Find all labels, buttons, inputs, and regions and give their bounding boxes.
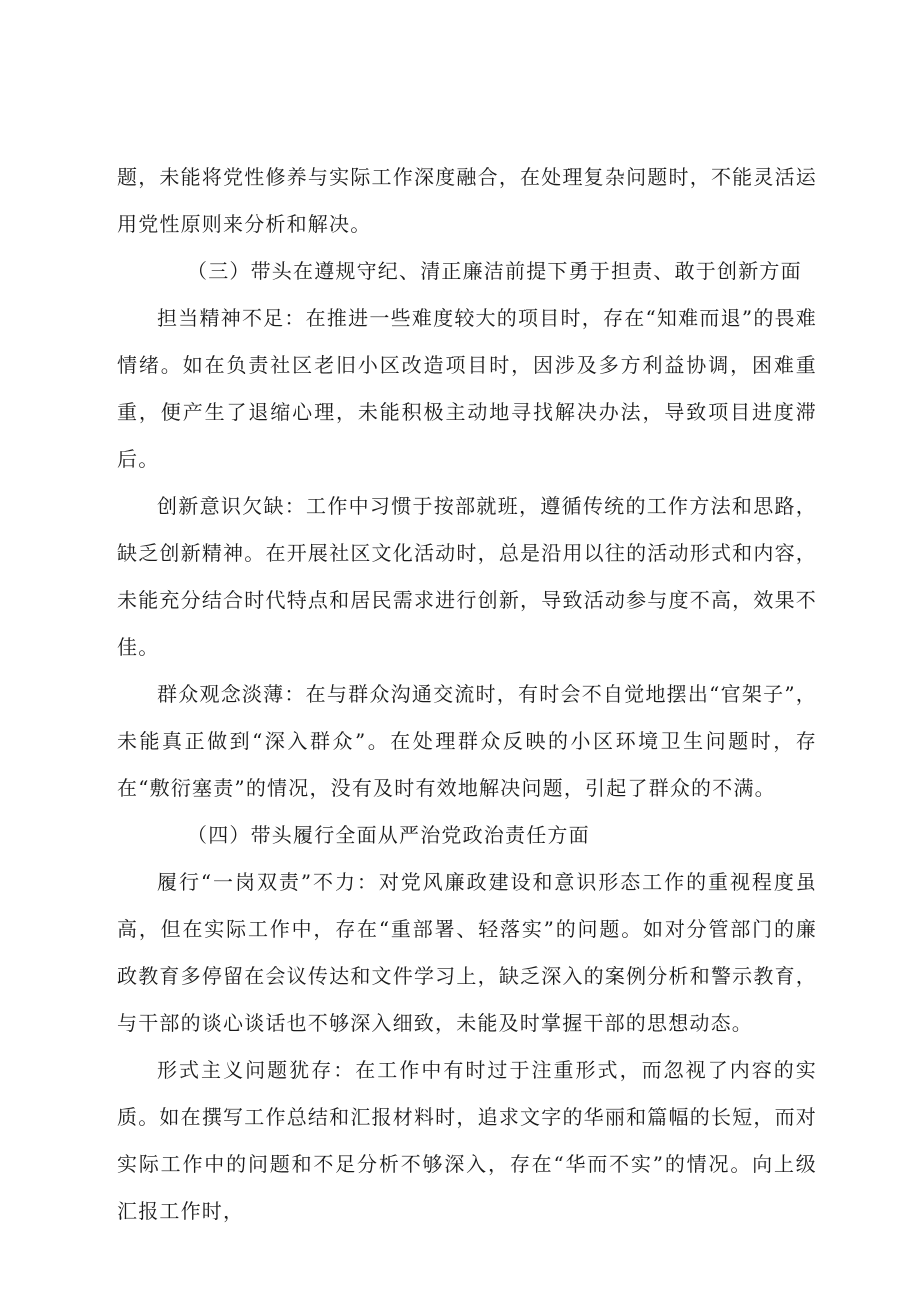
paragraph-responsibility: 担当精神不足：在推进一些难度较大的项目时，存在“知难而退”的畏难情绪。如在负责社区老旧小区改造项目时，因涉及多方利益协调，困难重重，便产生了退缩心理，未能积极主动地寻找解决办法，导致项目进度滞后。 [117,306,817,471]
paragraph-formalism: 形式主义问题犹存：在工作中有时过于注重形式，而忽视了内容的实质。如在撰写工作总结和汇报材料时，追求文字的华丽和篇幅的长短，而对实际工作中的问题和不足分析不够深入，存在“华而不实”的情况。向上级汇报工作时， [117,1058,817,1223]
section-heading-4: （四）带头履行全面从严治党政治责任方面 [187,823,590,847]
paragraph-innovation: 创新意识欠缺：工作中习惯于按部就班，遵循传统的工作方法和思路，缺乏创新精神。在开展社区文化活动时，总是沿用以往的活动形式和内容，未能充分结合时代特点和居民需求进行创新，导致活动参与度不高，效果不佳。 [117,494,817,659]
paragraph-continuation: 题，未能将党性修养与实际工作深度融合，在处理复杂问题时，不能灵活运用党性原则来分析和解决。 [117,165,817,236]
document-body [117,154,817,1235]
paragraph-mass-line: 群众观念淡薄：在与群众沟通交流时，有时会不自觉地摆出“官架子”，未能真正做到“深入群众”。在处理群众反映的小区环境卫生问题时，存在“敷衍塞责”的情况，没有及时有效地解决问题，引起了群众的不满。 [117,682,817,800]
paragraph-dual-responsibility: 履行“一岗双责”不力：对党风廉政建设和意识形态工作的重视程度虽高，但在实际工作中，存在“重部署、轻落实”的问题。如对分管部门的廉政教育多停留在会议传达和文件学习上，缺乏深入的案例分析和警示教育，与干部的谈心谈话也不够深入细致，未能及时掌握干部的思想动态。 [117,870,817,1035]
section-heading-3: （三）带头在遵规守纪、清正廉洁前提下勇于担责、敢于创新方面 [187,259,802,283]
